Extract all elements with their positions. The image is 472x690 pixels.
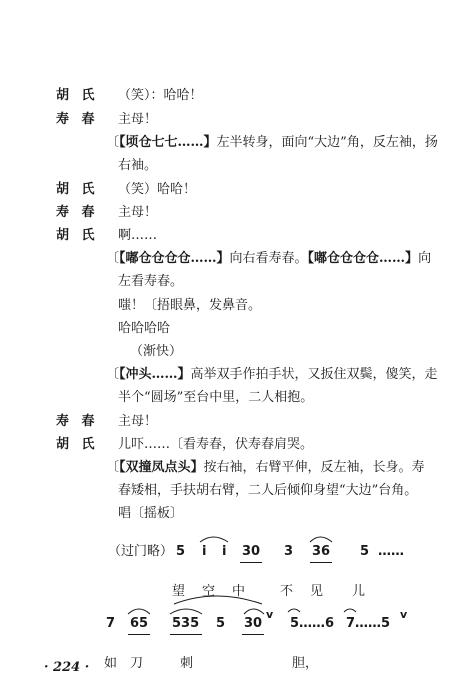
dialogue-text: （笑）：哈哈！ <box>118 88 203 103</box>
speaker-shouchun: 寿 春 <box>56 414 99 429</box>
lyric: 胆， <box>292 656 319 671</box>
stage-direction: 左看寿春。 <box>118 274 184 289</box>
breath-mark: v <box>400 608 408 621</box>
note: 7 <box>106 616 116 631</box>
dialogue-text: 主母！ <box>118 112 158 127</box>
note: 5 <box>216 616 226 631</box>
note: 30 <box>242 544 261 559</box>
dialogue-text: 嗤！〔捂眼鼻，发鼻音。 <box>118 298 262 313</box>
note: 30 <box>244 616 263 631</box>
note: i <box>202 544 207 559</box>
lyric: 刀 <box>130 656 144 671</box>
stage-direction: 〔【嘟仓仓仓仓……】向右看寿春。【嘟仓仓仓仓……】向 <box>106 251 432 266</box>
lyric: 儿 <box>352 584 366 599</box>
speaker-shouchun: 寿 春 <box>56 205 99 220</box>
lyric: 空 <box>202 584 216 599</box>
speaker-hu: 胡 氏 <box>56 88 99 103</box>
tempo-mark: （渐快） <box>130 344 183 359</box>
stage-direction: 半个“圆场”至台中里，二人相抱。 <box>118 390 314 405</box>
speaker-hu: 胡 氏 <box>56 182 99 197</box>
dialogue-text: 儿吓……〔看寿春，伏寿春肩哭。 <box>118 437 314 452</box>
note: 5 <box>176 544 186 559</box>
stage-direction: 〔【顷仓七七……】左半转身，面向“大边”角，反左袖，扬 <box>106 135 438 150</box>
stage-direction: 春矮相，手扶胡右臂，二人后倾仰身望“大边”台角。 <box>118 483 418 498</box>
lyric: 中 <box>232 584 246 599</box>
lyric: 见 <box>310 584 324 599</box>
speaker-hu: 胡 氏 <box>56 228 99 243</box>
speaker-shouchun: 寿 春 <box>56 112 99 127</box>
dialogue-text: 啊…… <box>118 228 158 243</box>
note: …… <box>378 544 404 559</box>
page-number: · 224 · <box>44 660 90 675</box>
note: 3 <box>284 544 294 559</box>
lyric: 刺 <box>180 656 194 671</box>
stage-direction: 右袖。 <box>118 158 158 173</box>
dialogue-text: 主母！ <box>118 205 158 220</box>
note: 7……5 <box>346 616 391 631</box>
stage-direction: 〔【双撞凤点头】按右袖，右臂平伸，反左袖，长身。寿 <box>106 460 425 475</box>
overture-label: （过门略） <box>108 544 174 559</box>
note: 535 <box>172 616 200 631</box>
breath-mark: v <box>266 608 274 621</box>
note: i <box>222 544 227 559</box>
dialogue-text: 主母！ <box>118 414 158 429</box>
singing-mode: 唱〔摇板〕 <box>118 506 184 521</box>
lyric: 望 <box>172 584 186 599</box>
stage-direction: 〔【冲头……】高举双手作拍手状，又扳住双鬓，傻笑，走 <box>106 367 438 382</box>
note: 5 <box>360 544 370 559</box>
dialogue-text: （笑）哈哈！ <box>118 182 197 197</box>
dialogue-text: 哈哈哈哈 <box>118 321 171 336</box>
lyric: 如 <box>104 656 118 671</box>
note: 5……6 <box>290 616 335 631</box>
note: 36 <box>312 544 331 559</box>
note: 65 <box>130 616 149 631</box>
speaker-hu: 胡 氏 <box>56 437 99 452</box>
lyric: 不 <box>280 584 294 599</box>
